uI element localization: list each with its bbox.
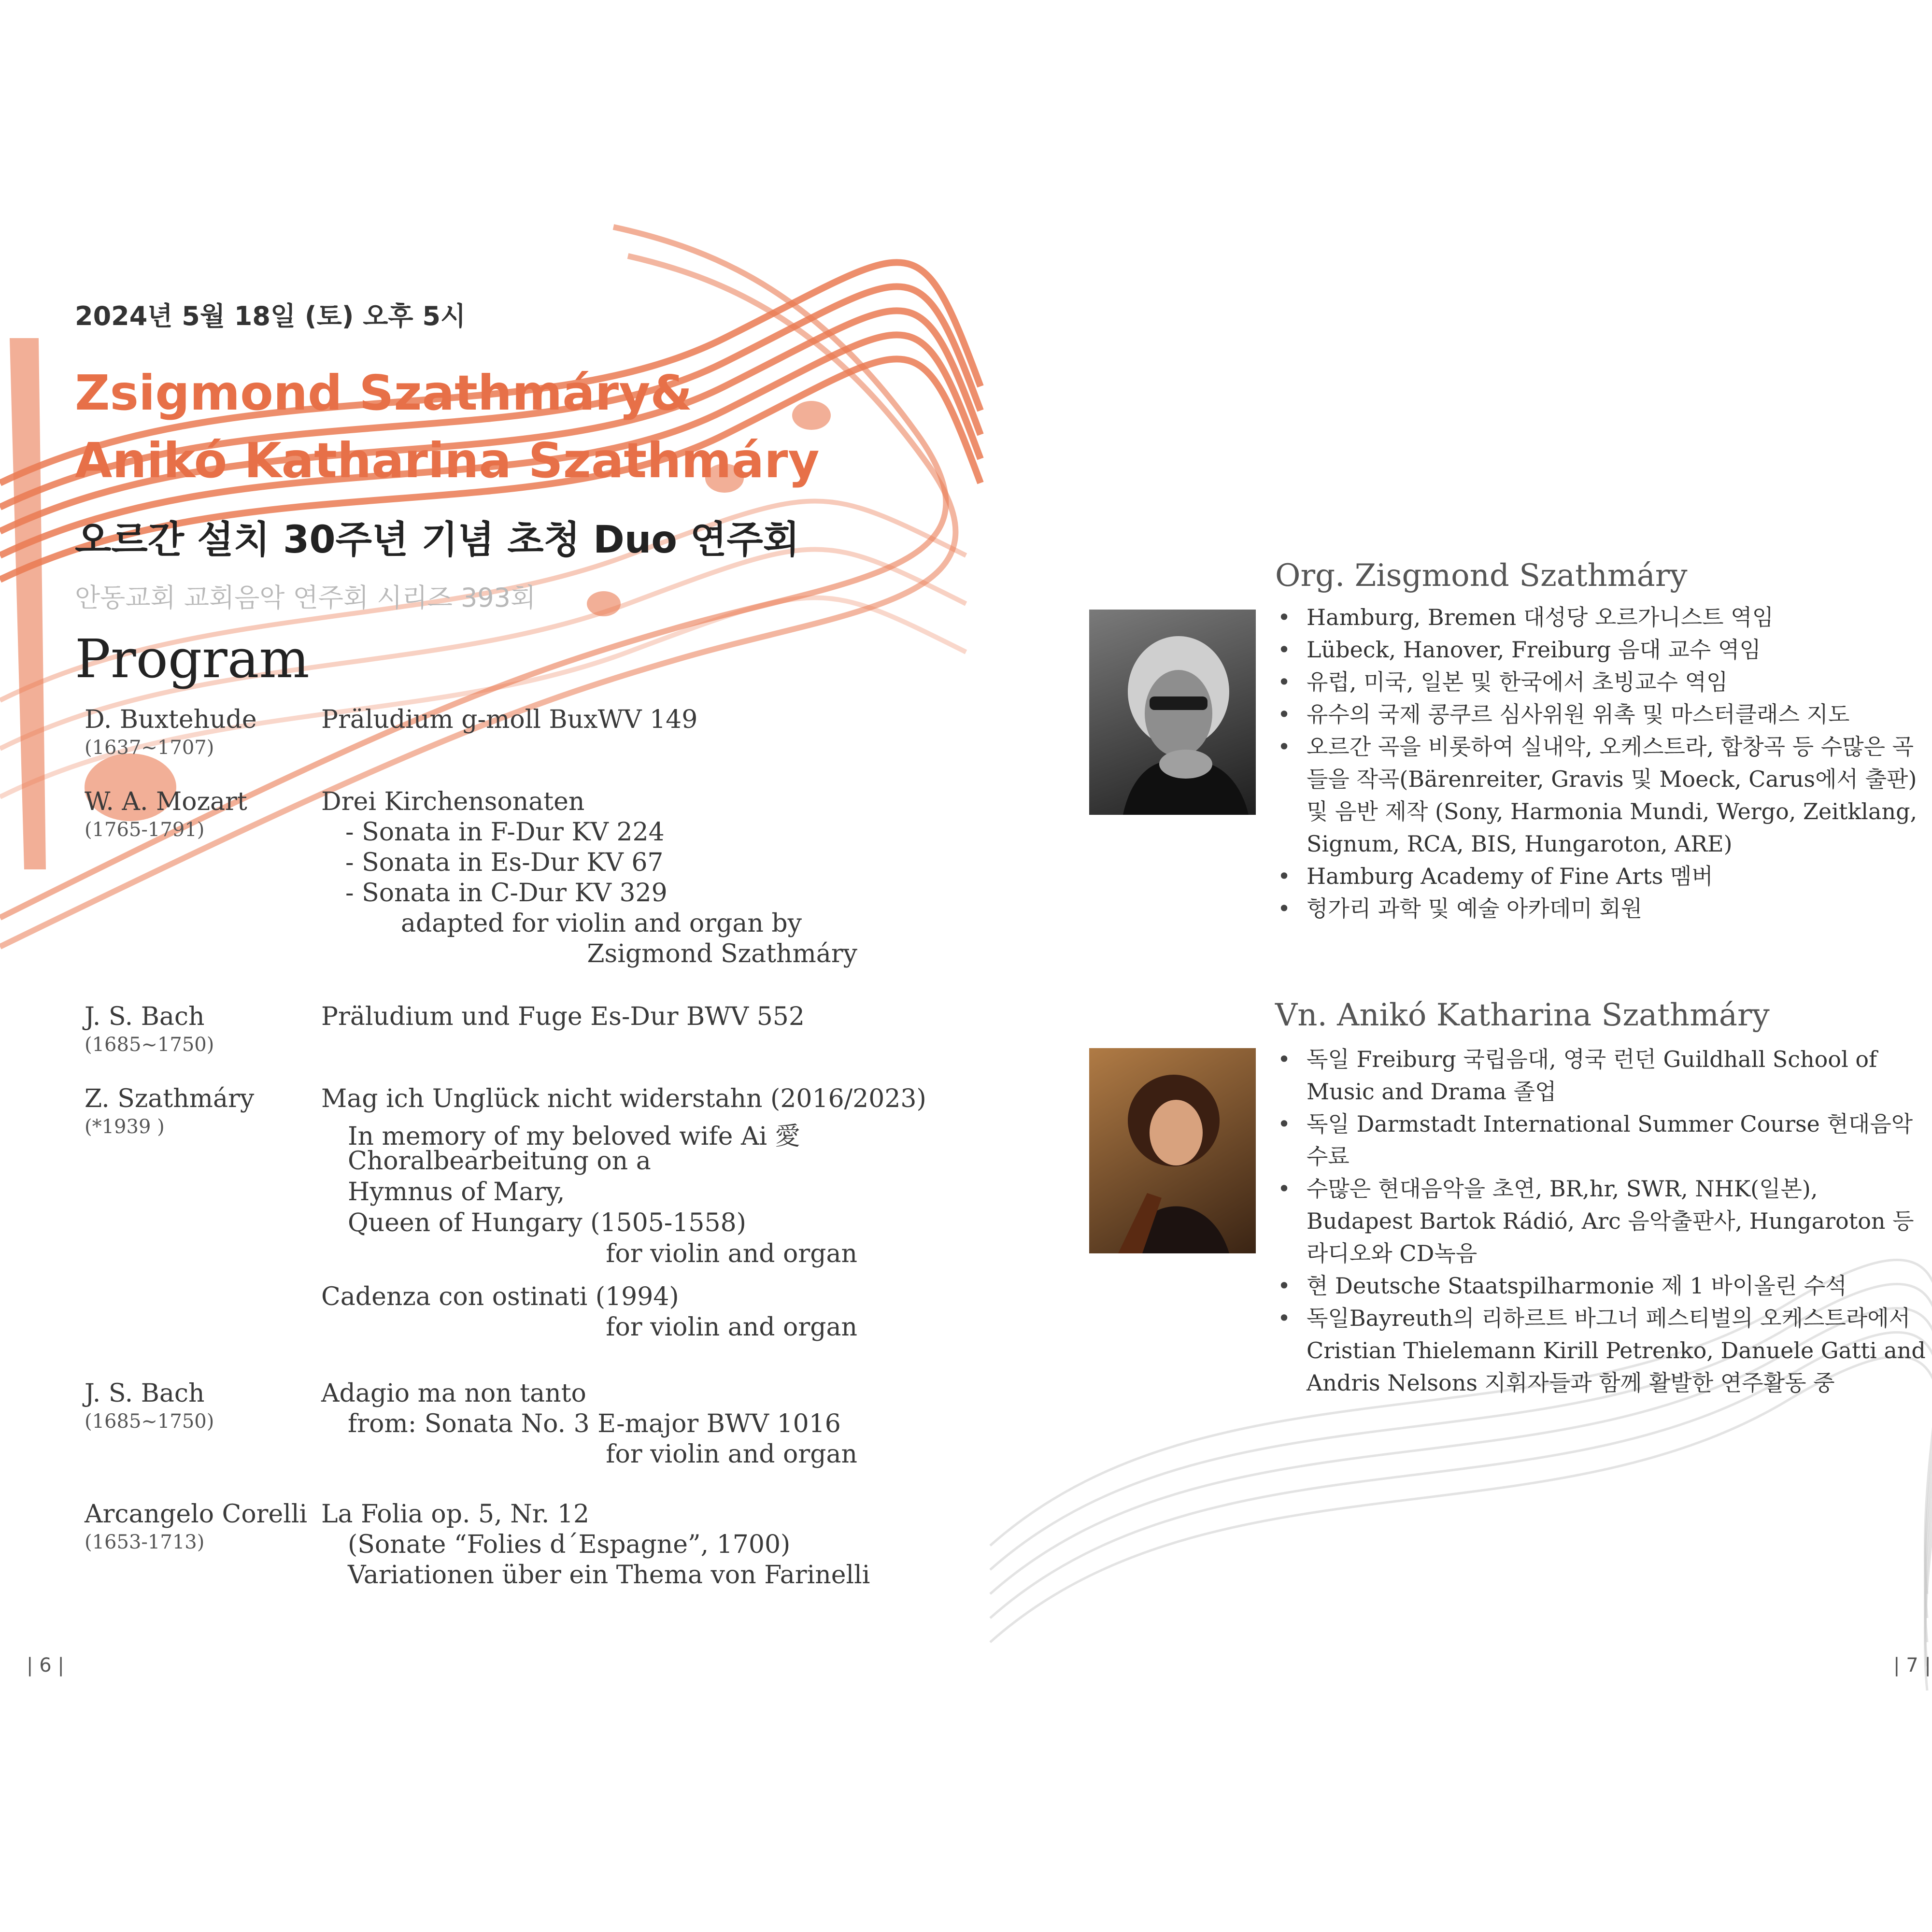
composer-years: (1685~1750): [85, 1410, 214, 1433]
work-line: from: Sonata No. 3 E-major BWV 1016: [348, 1409, 841, 1438]
work-line: - Sonata in F-Dur KV 224: [345, 818, 665, 847]
work-title: Adagio ma non tanto: [321, 1379, 586, 1408]
work-title: Präludium g-moll BuxWV 149: [321, 705, 698, 734]
bio-item: • 독일 Freiburg 국립음대, 영국 런던 Guildhall School of Music and Drama 졸업: [1275, 1043, 1927, 1108]
work-title: Cadenza con ostinati (1994): [321, 1282, 679, 1311]
bio-list-violinist: [1275, 1043, 1927, 1399]
bio-item: • 현 Deutsche Staatspilharmonie 제 1 바이올린 수석: [1275, 1270, 1927, 1302]
portrait-woman-violin-icon: [1089, 1048, 1256, 1253]
bio-item: • 유수의 국제 콩쿠르 심사위원 위촉 및 마스터클래스 지도: [1275, 698, 1927, 731]
composer-name: Z. Szathmáry: [85, 1084, 255, 1113]
composer-name: J. S. Bach: [85, 1379, 205, 1408]
composer-years: (1637~1707): [85, 737, 214, 759]
work-line: (Sonate “Folies d´Espagne”, 1700): [348, 1530, 791, 1559]
bio-name-organist: Org. Zisgmond Szathmáry: [1275, 558, 1688, 594]
work-line: In memory of my beloved wife Ai 愛: [348, 1122, 800, 1151]
work-note: Zsigmond Szathmáry: [587, 939, 857, 968]
work-line: Choralbearbeitung on a: [348, 1147, 651, 1176]
program-heading: Program: [75, 628, 310, 690]
performer-name-2: Anikó Katharina Szathmáry: [75, 432, 820, 489]
composer-name: Arcangelo Corelli: [85, 1500, 308, 1529]
work-note: adapted for violin and organ by: [401, 909, 802, 938]
bio-name-violinist: Vn. Anikó Katharina Szathmáry: [1275, 997, 1770, 1033]
concert-date: 2024년 5월 18일 (토) 오후 5시: [75, 301, 466, 331]
work-line: Queen of Hungary (1505-1558): [348, 1208, 746, 1237]
bio-item: • 독일Bayreuth의 리하르트 바그너 페스티벌의 오케스트라에서 Cristian Thielemann Kirill Petrenko, Danuele Gatti and Andris Nelsons 지휘자들과 함께 활발한 연주활동 중: [1275, 1302, 1927, 1399]
bio-item: • 독일 Darmstadt International Summer Course 현대음악 수료: [1275, 1108, 1927, 1173]
composer-name: D. Buxtehude: [85, 705, 257, 734]
work-line: Hymnus of Mary,: [348, 1178, 565, 1207]
concert-title: 오르간 설치 30주년 기념 초청 Duo 연주회: [75, 518, 800, 562]
composer-name: W. A. Mozart: [85, 787, 247, 816]
work-note: for violin and organ: [606, 1239, 857, 1268]
work-note: for violin and organ: [606, 1440, 857, 1469]
bio-item: • 유럽, 미국, 일본 및 한국에서 초빙교수 역임: [1275, 666, 1927, 698]
bio-item: • Lübeck, Hanover, Freiburg 음대 교수 역임: [1275, 634, 1927, 666]
composer-years: (1685~1750): [85, 1034, 214, 1056]
work-note: for violin and organ: [606, 1313, 857, 1342]
bio-list-organist: [1275, 601, 1927, 925]
bio-item: • 수많은 현대음악을 초연, BR,hr, SWR, NHK(일본), Budapest Bartok Rádió, Arc 음악출판사, Hungaroton 등 라디오와 CD녹음: [1275, 1173, 1927, 1270]
work-title: Drei Kirchensonaten: [321, 787, 585, 816]
work-title: Präludium und Fuge Es-Dur BWV 552: [321, 1002, 805, 1031]
bio-item: • Hamburg Academy of Fine Arts 멤버: [1275, 860, 1927, 893]
performer-name-1: Zsigmond Szathmáry&: [75, 365, 693, 421]
work-title: La Folia op. 5, Nr. 12: [321, 1500, 590, 1529]
composer-years: (1653-1713): [85, 1531, 205, 1553]
work-line: - Sonata in Es-Dur KV 67: [345, 848, 664, 877]
work-line: Variationen über ein Thema von Farinelli: [348, 1561, 870, 1590]
composer-name: J. S. Bach: [85, 1002, 205, 1031]
page-number-right: | 7 |: [1893, 1654, 1931, 1676]
page-number-left: | 6 |: [27, 1654, 64, 1676]
portrait-man-icon: [1089, 610, 1256, 815]
concert-series: 안동교회 교회음악 연주회 시리즈 393회: [75, 582, 536, 613]
bio-item: • 헝가리 과학 및 예술 아카데미 회원: [1275, 893, 1927, 925]
composer-years: (*1939 ): [85, 1116, 165, 1138]
work-title: Mag ich Unglück nicht widerstahn (2016/2023): [321, 1084, 926, 1113]
bio-item: • Hamburg, Bremen 대성당 오르가니스트 역임: [1275, 601, 1927, 634]
composer-years: (1765-1791): [85, 819, 205, 841]
bio-item: • 오르간 곡을 비롯하여 실내악, 오케스트라, 합창곡 등 수많은 곡들을 작곡(Bärenreiter, Gravis 및 Moeck, Carus에서 출판) 및 음반 제작 (Sony, Harmonia Mundi, Wergo, Zeitklang, Signum, RCA, BIS, Hungaroton, ARE): [1275, 731, 1927, 860]
work-line: - Sonata in C-Dur KV 329: [345, 879, 668, 908]
